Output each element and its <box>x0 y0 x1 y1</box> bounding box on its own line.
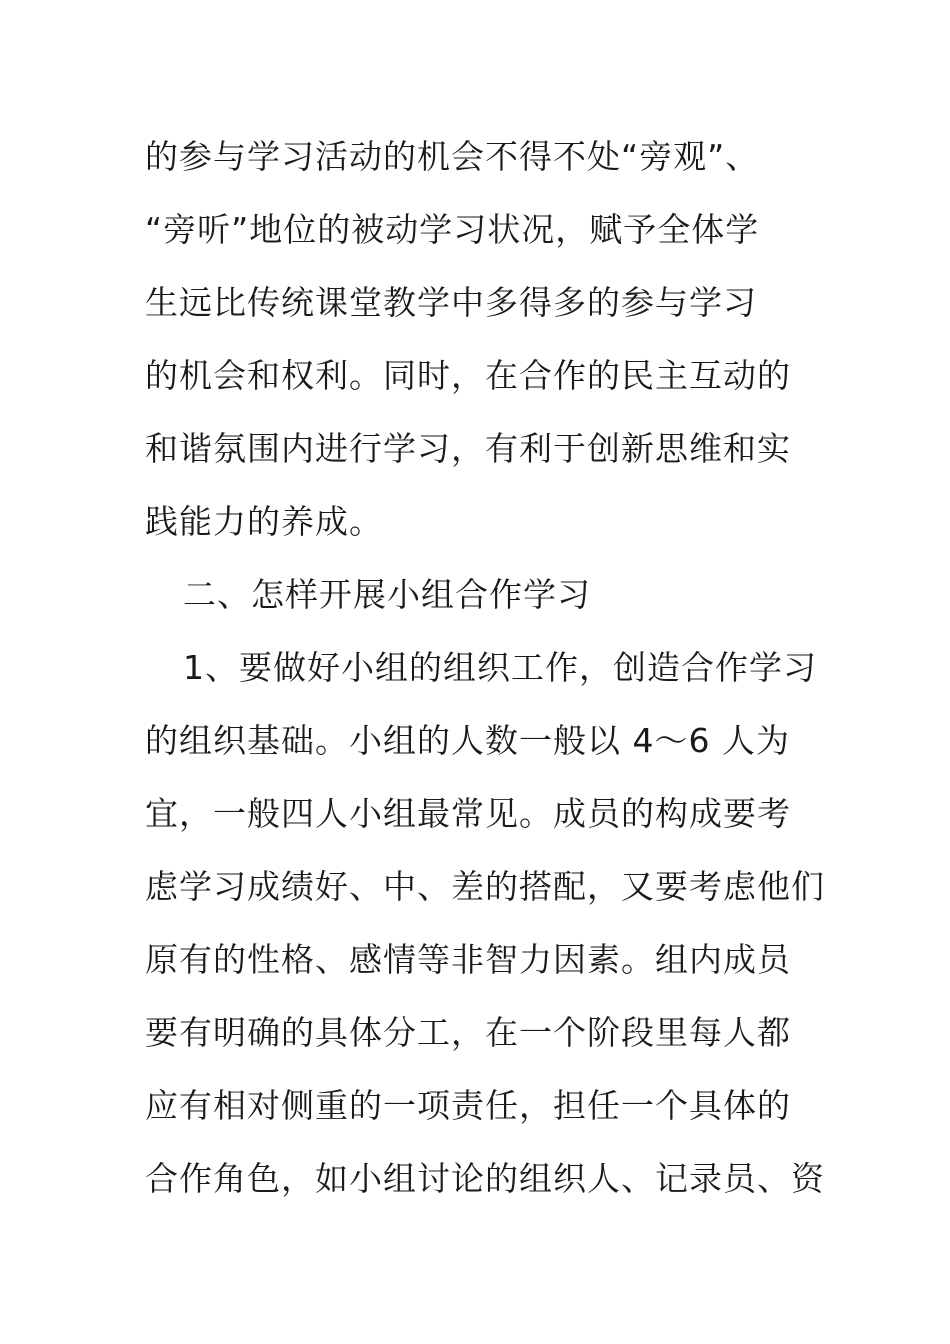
section-heading: 二、怎样开展小组合作学习 <box>183 575 591 614</box>
paragraph-line: “旁听”地位的被动学习状况，赋予全体学 <box>145 210 760 249</box>
paragraph-line: 虑学习成绩好、中、差的搭配，又要考虑他们 <box>145 867 825 906</box>
paragraph-line: 生远比传统课堂教学中多得多的参与学习 <box>145 283 757 322</box>
paragraph-line: 的组织基础。小组的人数一般以 4～6 人为 <box>145 721 790 760</box>
paragraph-line: 应有相对侧重的一项责任，担任一个具体的 <box>145 1086 791 1125</box>
paragraph-line: 的机会和权利。同时，在合作的民主互动的 <box>145 356 791 395</box>
body-text <box>145 120 825 1215</box>
paragraph-line: 合作角色，如小组讨论的组织人、记录员、资 <box>145 1159 825 1198</box>
paragraph-line: 1、要做好小组的组织工作，创造合作学习 <box>183 648 817 687</box>
paragraph-line: 宜，一般四人小组最常见。成员的构成要考 <box>145 794 791 833</box>
paragraph-line: 践能力的养成。 <box>145 502 383 541</box>
paragraph-line: 原有的性格、感情等非智力因素。组内成员 <box>145 940 791 979</box>
paragraph-line: 要有明确的具体分工，在一个阶段里每人都 <box>145 1013 791 1052</box>
paragraph-line: 和谐氛围内进行学习，有利于创新思维和实 <box>145 429 791 468</box>
paragraph-line: 的参与学习活动的机会不得不处“旁观”、 <box>145 137 760 176</box>
